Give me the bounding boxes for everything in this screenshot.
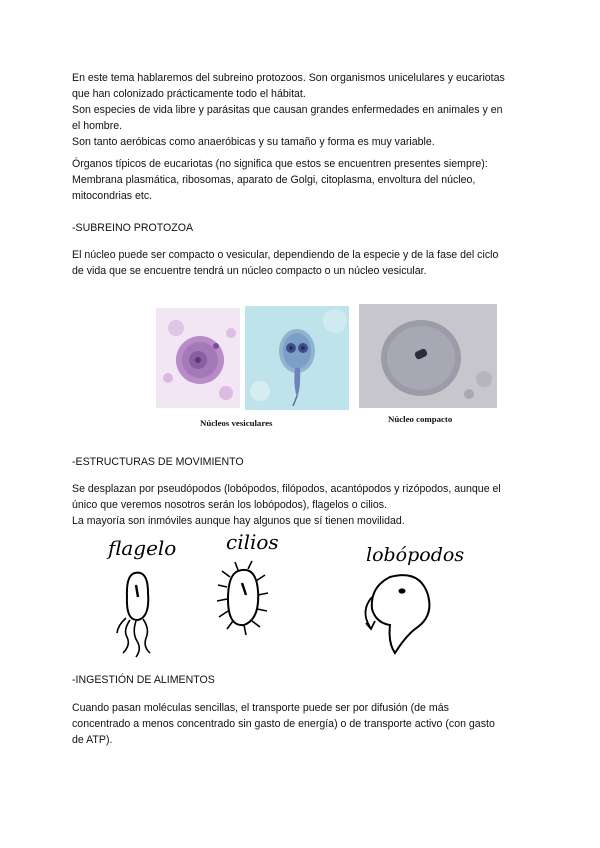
nucleo-paragraph	[72, 247, 537, 279]
text-line: único que veremos nosotros serán los lobópodos), flagelos o cilios.	[72, 499, 388, 511]
flagelo-label: flagelo	[108, 536, 177, 560]
lobopodos-label: lobópodos	[366, 544, 465, 566]
heading-subreino-protozoa: -SUBREINO PROTOZOA	[72, 222, 194, 234]
caption-compacto: Núcleo compacto	[388, 414, 453, 424]
text-line: Son tanto aeróbicas como anaeróbicas y su tamaño y forma es muy variable.	[72, 136, 435, 148]
text-line: concentrado a menos concentrado sin gasto de energía) o de transporte activo (con gasto	[72, 718, 495, 730]
text-line: Membrana plasmática, ribosomas, aparato de Golgi, citoplasma, envoltura del núcleo,	[72, 174, 476, 186]
text-line: Se desplazan por pseudópodos (lobópodos, filópodos, acantópodos y rizópodos, aunque el	[72, 483, 501, 495]
heading-ingestion-alimentos: -INGESTIÓN DE ALIMENTOS	[72, 674, 215, 686]
heading-estructuras-movimiento: -ESTRUCTURAS DE MOVIMIENTO	[72, 456, 244, 468]
micrograph-vesicular-2	[245, 306, 349, 410]
text-line: que han colonizado prácticamente todo el hábitat.	[72, 88, 306, 100]
giardia-cell-image	[245, 306, 349, 410]
organos-paragraph	[72, 156, 537, 204]
micrograph-vesicular-1	[156, 308, 240, 408]
ingestion-paragraph	[72, 700, 537, 748]
text-line: El núcleo puede ser compacto o vesicular, dependiendo de la especie y de la fase del ciclo	[72, 249, 499, 261]
text-line: Órganos típicos de eucariotas (no significa que estos se encuentren presentes siempre):	[72, 158, 488, 170]
compact-nucleus-cell-image	[359, 304, 497, 408]
text-line: el hombre.	[72, 120, 123, 132]
text-line: Cuando pasan moléculas sencillas, el transporte puede ser por difusión (de más	[72, 702, 449, 714]
text-line: de vida que se encuentre tendrá un núcleo compacto o un núcleo vesicular.	[72, 265, 427, 277]
cilios-label: cilios	[226, 530, 279, 554]
lobopodos-sketch	[365, 544, 464, 653]
flagelo-sketch	[106, 536, 176, 657]
intro-paragraph	[72, 70, 537, 150]
text-line: La mayoría son inmóviles aunque hay algunos que sí tienen movilidad.	[72, 515, 405, 527]
movement-sketches	[90, 525, 490, 665]
cilios-sketch	[217, 530, 279, 635]
text-line: Son especies de vida libre y parásitas que causan grandes enfermedades en animales y en	[72, 104, 503, 116]
text-line: En este tema hablaremos del subreino protozoos. Son organismos unicelulares y eucariotas	[72, 72, 505, 84]
micrograph-compacto	[359, 304, 497, 408]
text-line: mitocondrias etc.	[72, 190, 153, 202]
movimiento-paragraph	[72, 481, 537, 529]
amoeba-cell-image	[156, 308, 240, 408]
text-line: de ATP).	[72, 734, 113, 746]
caption-vesiculares: Núcleos vesiculares	[200, 418, 273, 428]
